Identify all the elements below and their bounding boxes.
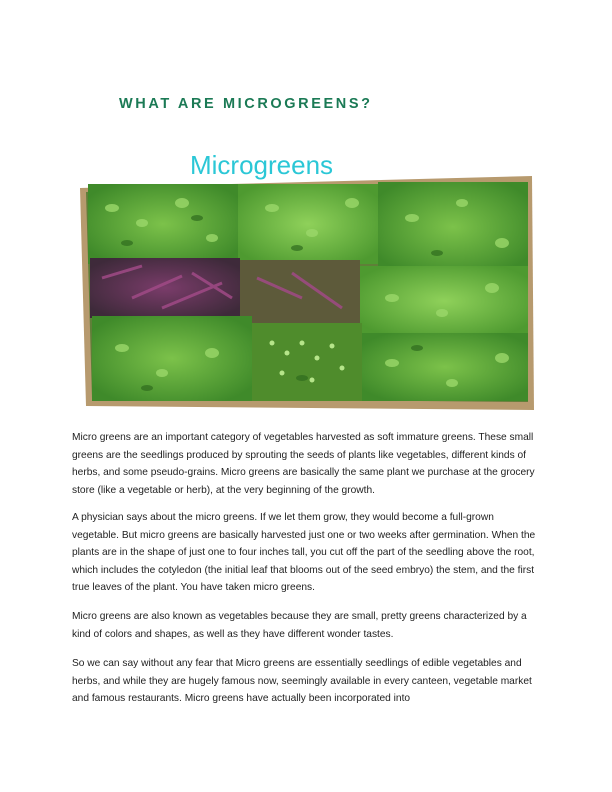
paragraph-4: So we can say without any fear that Micro greens are essentially seedlings of edible vegetables and herbs, and while they are hugely famous now, seemingly available in every canteen, vegetable market and famous restaurants. Micro greens have actually been incorporated into [72, 658, 532, 705]
image-caption: Microgreens [190, 150, 334, 180]
microgreens-tray-image [72, 148, 540, 418]
paragraph-1: Micro greens are an important category of vegetables harvested as soft immature greens. These small greens are the seedlings produced by sprouting the seeds of plants like vegetables, different kinds of herbs, and some pseudo-grains. Micro greens are basically the same plant we purchase at the grocery store (like a vegetable or herb), at the very beginning of the growth. [72, 432, 535, 496]
paragraph-2: A physician says about the micro greens. If we let them grow, they would become a full-grown vegetable. But micro greens are basically harvested just one or two weeks after germination. When the plants are in the shape of just one to four inches tall, you cut off the part of the seedling above the root, which includes the cotyledon (the initial leaf that blooms out of the seed embryo) the stem, and the first true leaves of the plant. You have taken micro greens. [72, 512, 536, 594]
paragraph-3: Micro greens are also known as vegetables because they are small, pretty greens characterized by a kind of colors and shapes, as well as they have different wonder tastes. [72, 611, 527, 640]
page-heading: WHAT ARE MICROGREENS? [119, 96, 373, 112]
microgreens-image [72, 148, 540, 418]
